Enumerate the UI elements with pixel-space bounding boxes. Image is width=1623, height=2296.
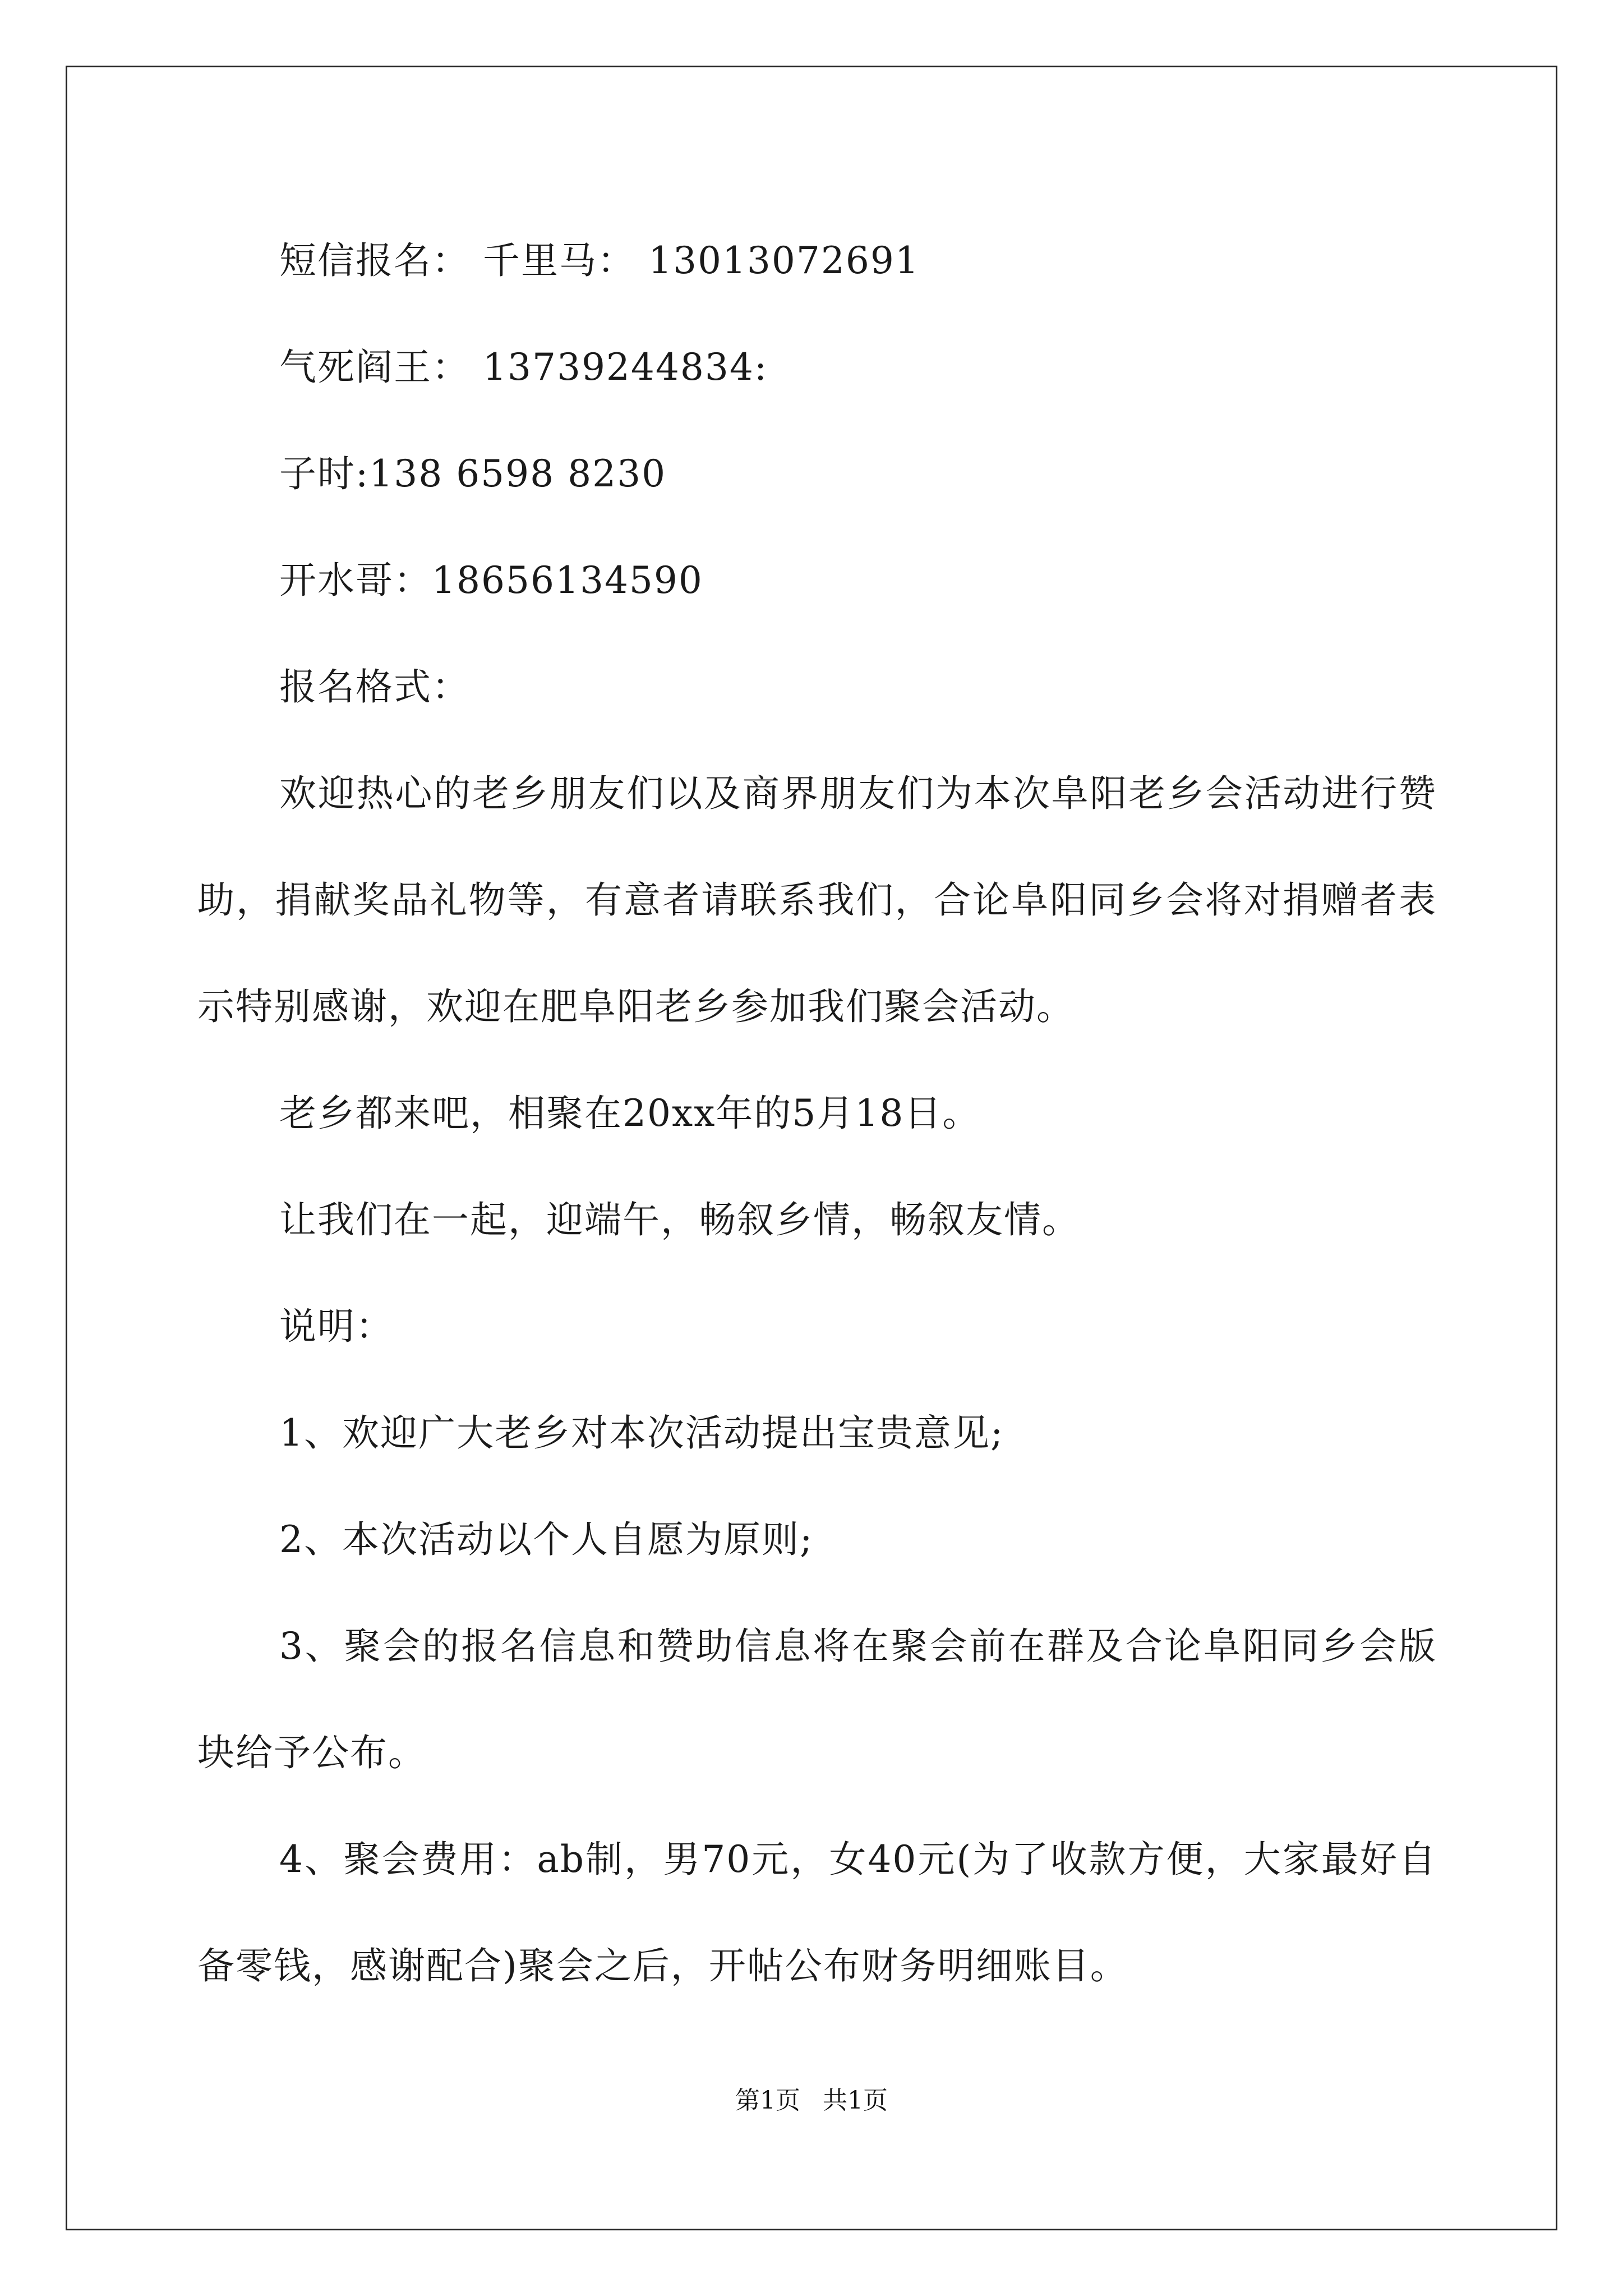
sponsor-paragraph: 欢迎热心的老乡朋友们以及商界朋友们为本次阜阳老乡会活动进行赞助，捐献奖品礼物等，有意者请联系我们，合论阜阳同乡会将对捐赠者表示特别感谢，欢迎在肥阜阳老乡参加我们聚会活动。 [197,772,1437,1028]
notes-heading: 说明： [279,1305,394,1348]
together-paragraph: 让我们在一起，迎端午，畅叙乡情，畅叙友情。 [279,1198,1080,1241]
signup-line-qisiyanwang: 气死阎王： 13739244834: [279,346,768,389]
signup-line-zishi: 子时:138 6598 8230 [279,452,667,495]
gathering-date-paragraph: 老乡都来吧，相聚在20xx年的5月18日。 [279,1092,981,1135]
page-footer [0,2084,1623,2118]
signup-format-heading: 报名格式： [279,665,470,708]
note-item-1: 1、欢迎广大老乡对本次活动提出宝贵意见; [279,1411,1004,1455]
note-item-4: 4、聚会费用：ab制，男70元，女40元(为了收款方便，大家最好自备零钱，感谢配合)聚会之后，开帖公布财务明细账目。 [197,1838,1437,1987]
signup-line-kaishuige: 开水哥：18656134590 [279,559,703,602]
note-item-2: 2、本次活动以个人自愿为原则; [279,1518,814,1561]
document-body [197,208,1437,2019]
page-total: 共1页 [823,2086,888,2115]
note-item-3: 3、聚会的报名信息和赞助信息将在聚会前在群及合论阜阳同乡会版块给予公布。 [197,1625,1437,1774]
signup-line-qianlima: 短信报名： 千里马： 13013072691 [279,239,920,282]
page-number: 第1页 [735,2086,800,2115]
